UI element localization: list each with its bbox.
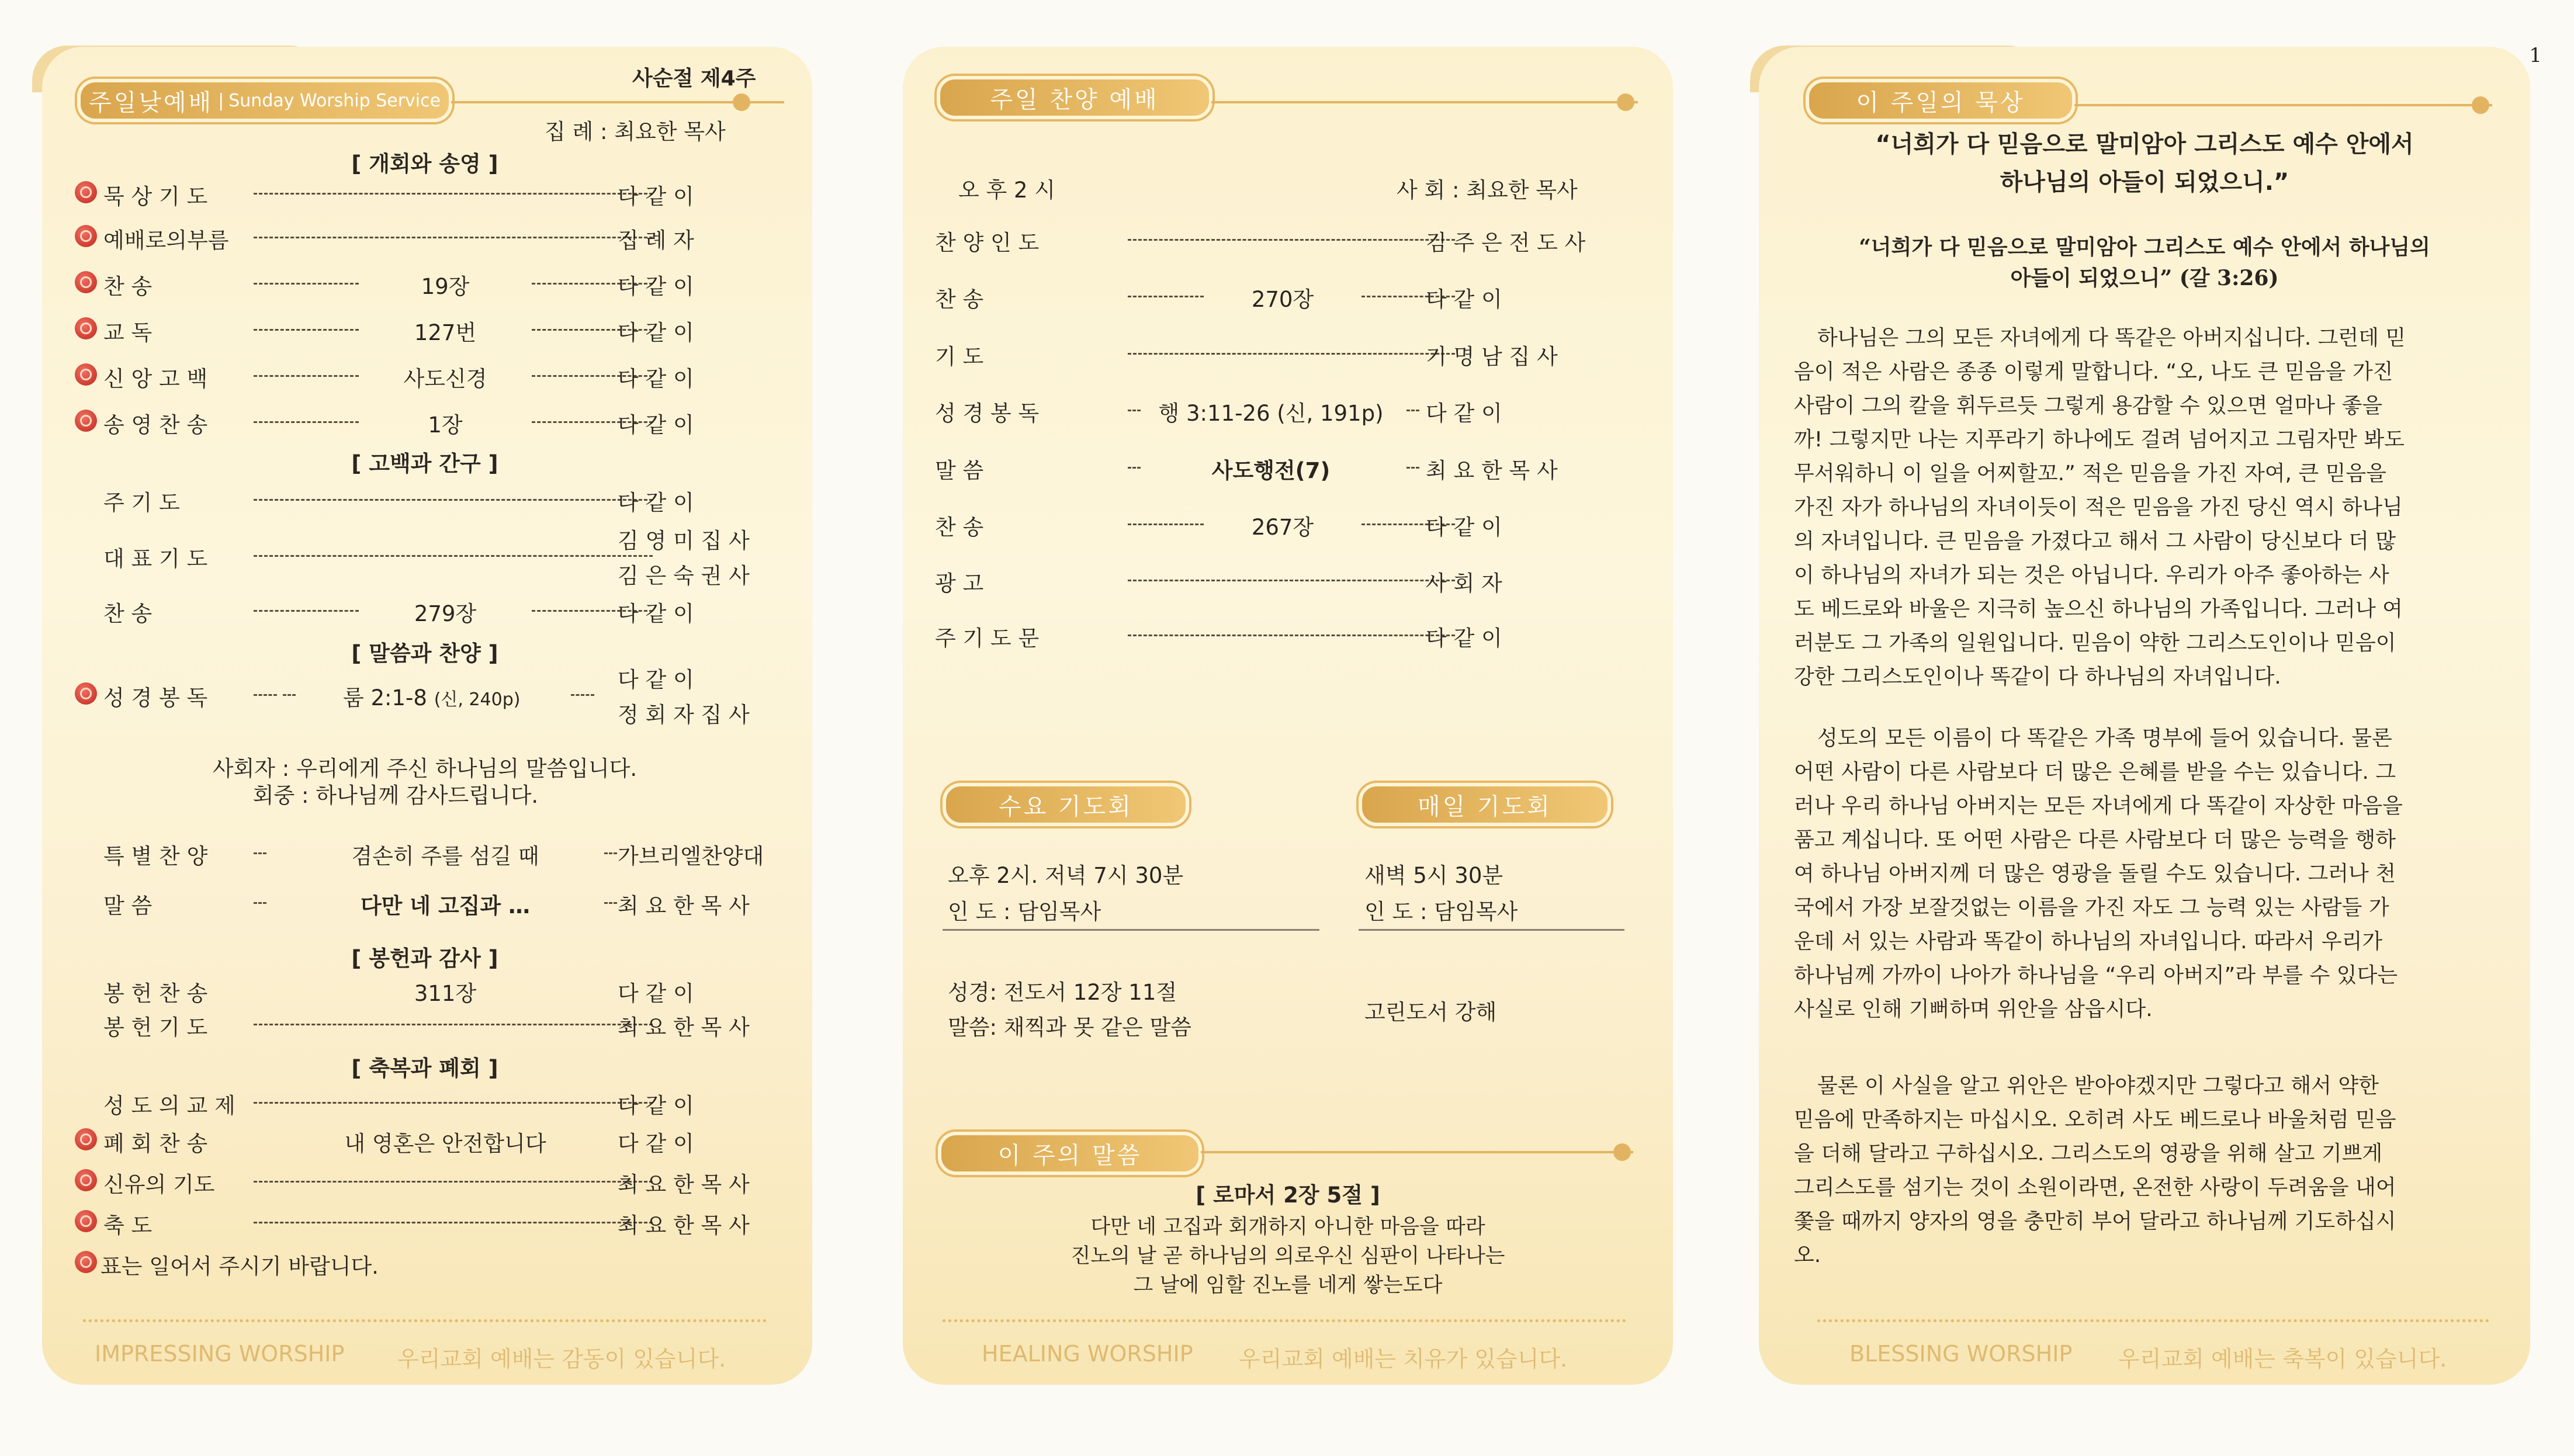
order-item-label: 특 별 찬 양	[103, 844, 208, 869]
order-item-leader-2: 정 회 자 집 사	[618, 702, 750, 727]
paragraph-line: 물론 이 사실을 알고 위안은 받아야겠지만 그렇다고 해서 약한	[1817, 1074, 2379, 1098]
order-item-label: 봉 헌 찬 송	[103, 981, 208, 1006]
paragraph-line: 하나님은 그의 모든 자녀에게 다 똑같은 아버지십니다. 그런데 믿	[1817, 326, 2406, 350]
paragraph-line: 러나 우리 하나님 아버지는 모든 자녀에게 다 똑같이 자상한 마음을	[1794, 794, 2403, 818]
order-item-label: 폐 회 찬 송	[103, 1131, 208, 1156]
dash-leader	[1128, 524, 1204, 525]
daily-text: 고린도서 강해	[1364, 1000, 1497, 1025]
order-item-label: 찬 양 인 도	[935, 230, 1040, 255]
section-heading: [ 말씀과 찬양 ]	[351, 641, 498, 666]
footer-korean: 우리교회 예배는 치유가 있습니다.	[1239, 1346, 1568, 1372]
paragraph-line: 오.	[1794, 1243, 1821, 1267]
order-item-leader: 다 같 이	[618, 981, 694, 1006]
liturgical-response: 회중 : 하나님께 감사드립니다.	[252, 783, 539, 808]
sunday-worship-panel	[42, 47, 812, 1385]
paragraph-line: 하나님께 가까이 나아가 하나님을 “우리 아버지”라 부를 수 있다는	[1794, 963, 2398, 987]
order-item-leader: 최 요 한 목 사	[1426, 458, 1558, 483]
standing-bullet-icon	[75, 682, 97, 705]
order-item-leader: 다 같 이	[618, 366, 694, 391]
section-heading: [ 개회와 송영 ]	[351, 151, 498, 176]
order-item-detail: 내 영혼은 안전합니다	[344, 1131, 546, 1156]
order-item-label: 찬 송	[103, 274, 153, 299]
footer-korean: 우리교회 예배는 축복이 있습니다.	[2118, 1346, 2447, 1372]
paragraph-line: 어떤 사람이 다른 사람보다 더 많은 은혜를 받을 수는 있습니다. 그	[1794, 760, 2396, 784]
daily-prayer-header: 매일 기도회	[1359, 783, 1611, 826]
order-item-detail: 1장	[428, 412, 463, 438]
scripture-line: 다만 네 고집과 회개하지 아니한 마음을 따라	[1090, 1215, 1485, 1239]
wednesday-scripture: 성경: 전도서 12장 11절	[948, 980, 1177, 1005]
order-item-leader: 최 요 한 목 사	[618, 1213, 750, 1238]
order-item-leader: 집 례 자	[618, 228, 694, 253]
key-verse: “너희가 다 믿음으로 말미암아 그리스도 예수 안에서 하나님의	[1859, 235, 2430, 259]
order-item-leader: 가브리엘찬양대	[618, 844, 764, 869]
paragraph-line: 믿음에 만족하지는 마십시오. 오히려 사도 베드로나 바울처럼 믿음	[1794, 1108, 2396, 1132]
dash-leader	[254, 237, 653, 238]
order-item-detail: 19장	[421, 274, 470, 299]
order-item-leader: 다 같 이	[618, 490, 694, 515]
header-rule	[1201, 1151, 1633, 1153]
standing-bullet-icon	[75, 1210, 97, 1232]
order-item-leader-2: 김 은 숙 권 사	[618, 563, 750, 588]
section-heading: [ 고백과 간구 ]	[351, 451, 498, 476]
order-item-leader: 다 같 이	[1426, 287, 1502, 312]
meditation-panel	[1759, 47, 2530, 1385]
scripture-line: 그 날에 임할 진노를 네게 쌓는도다	[1133, 1274, 1443, 1297]
dash-leader	[254, 852, 266, 854]
footer-english: IMPRESSING WORSHIP	[95, 1341, 345, 1367]
header-dot	[2472, 96, 2489, 114]
standing-bullet-icon	[75, 1169, 97, 1191]
dash-leader	[1128, 353, 1455, 355]
header-dot	[733, 93, 750, 111]
order-item-detail: 127번	[414, 320, 477, 345]
dash-leader	[1128, 580, 1455, 581]
order-item-label: 주 기 도	[103, 490, 180, 515]
meditation-paragraph	[1794, 722, 2498, 1027]
wednesday-time: 오후 2시. 저녁 7시 30분	[948, 863, 1184, 888]
meditation-paragraph	[1794, 1069, 2498, 1273]
standing-bullet-icon	[75, 1128, 97, 1150]
dash-leader	[604, 852, 617, 854]
underline	[943, 929, 1319, 931]
order-item-label: 기 도	[935, 344, 984, 369]
footer-divider	[943, 1319, 1626, 1322]
wednesday-sermon: 말씀: 채찍과 못 같은 말씀	[948, 1015, 1191, 1040]
paragraph-line: 음이 적은 사람은 종종 이렇게 말합니다. “오, 나도 큰 믿음을 가진	[1794, 360, 2393, 384]
order-item-label: 묵 상 기 도	[103, 184, 208, 209]
paragraph-line: 을 더해 달라고 구하십시오. 그리스도의 영광을 위해 살고 기쁘게	[1794, 1142, 2383, 1166]
order-item-leader: 다 같 이	[618, 184, 694, 209]
dash-leader	[254, 1102, 653, 1104]
sunday-worship-header	[77, 79, 452, 122]
header-ko: 주일낮예배	[88, 89, 214, 116]
order-item-leader: 다 같 이	[1426, 626, 1502, 651]
paragraph-line: 도 베드로와 바울은 지극히 높으신 하나님의 가족입니다. 그러나 여	[1794, 597, 2403, 621]
dash-leader	[254, 1024, 653, 1025]
sermon-title: 다만 네 고집과 …	[360, 893, 531, 918]
dash-leader	[254, 555, 653, 557]
footer-divider	[1817, 1319, 2489, 1322]
service-host: 사 회 : 최요한 목사	[1397, 178, 1578, 203]
order-item-label: 예배로의부름	[103, 228, 229, 253]
standing-bullet-icon	[75, 363, 97, 386]
paragraph-line: 무서워하니 이 일을 어찌할꼬.” 적은 믿음을 가진 자여, 큰 믿음을	[1794, 462, 2386, 486]
order-item-leader: 다 같 이	[1426, 515, 1502, 540]
order-item-detail: 사도신경	[403, 366, 487, 391]
daily-time: 새벽 5시 30분	[1364, 863, 1503, 888]
scripture-reference: [ 로마서 2장 5절 ]	[1196, 1183, 1380, 1208]
dash-leader	[254, 499, 653, 501]
paragraph-line: 쫓을 때까지 양자의 영을 충만히 부어 달라고 하나님께 기도하십시	[1794, 1209, 2396, 1233]
paragraph-line: 강한 그리스도인이나 똑같이 다 하나님의 자녀입니다.	[1794, 665, 2281, 689]
order-item-label: 대 표 기 도	[103, 546, 208, 571]
standing-bullet-icon	[75, 225, 97, 247]
dash-leader	[254, 375, 359, 377]
dash-leader	[254, 902, 266, 904]
order-item-detail: 행 3:11-26 (신, 191p)	[1158, 401, 1384, 426]
officiant: 집 례 : 최요한 목사	[545, 119, 726, 144]
order-item-leader: 김 영 미 집 사	[618, 528, 750, 553]
standing-bullet-icon	[75, 410, 97, 432]
paragraph-line: 운데 서 있는 사람과 똑같이 하나님의 자녀입니다. 따라서 우리가	[1794, 930, 2383, 954]
scripture-line: 진노의 날 곧 하나님의 의로우신 심판이 나타나는	[1071, 1244, 1505, 1268]
daily-leader: 인 도 : 담임목사	[1364, 899, 1518, 924]
order-item-detail: 룸 2:1-8 (신, 240p)	[343, 685, 521, 710]
order-item-label: 말 씀	[935, 458, 984, 483]
header-dot	[1617, 93, 1634, 111]
section-heading: [ 축복과 폐회 ]	[351, 1056, 498, 1081]
order-item-label: 성 경 봉 독	[103, 685, 208, 710]
dash-leader	[1128, 635, 1455, 636]
order-item-leader: 다 같 이	[1426, 401, 1502, 426]
dash-leader	[1406, 467, 1419, 469]
underline	[1359, 929, 1624, 931]
section-heading: [ 봉헌과 감사 ]	[351, 946, 498, 971]
meditation-header: 이 주일의 묵상	[1806, 79, 2076, 122]
order-item-leader: 사 회 자	[1426, 571, 1502, 596]
order-item-leader: 다 같 이	[618, 1131, 694, 1156]
order-item-label: 찬 송	[935, 515, 984, 540]
dash-leader	[571, 694, 594, 696]
paragraph-line: 여 하나님 아버지께 더 많은 영광을 돌릴 수도 있습니다. 그러나 천	[1794, 862, 2396, 886]
order-item-leader: 최 요 한 목 사	[618, 1172, 750, 1197]
order-item-leader: 다 같 이	[618, 601, 694, 626]
order-item-detail: 270장	[1251, 287, 1314, 312]
footer-english: BLESSING WORSHIP	[1849, 1341, 2073, 1367]
footer-divider	[83, 1319, 767, 1322]
order-item-label: 축 도	[103, 1213, 153, 1238]
dash-leader	[254, 610, 359, 612]
paragraph-line: 국에서 가장 보잘것없는 이름을 가진 자도 그 능력 있는 사람들 가	[1794, 896, 2389, 920]
afternoon-praise-panel	[903, 47, 1673, 1385]
order-item-label: 봉 헌 기 도	[103, 1015, 208, 1040]
header-en: Sunday Worship Service	[228, 90, 441, 111]
standing-bullet-icon	[75, 271, 97, 293]
order-item-label: 교 독	[103, 320, 153, 345]
footer-korean: 우리교회 예배는 감동이 있습니다.	[397, 1346, 726, 1372]
paragraph-line: 그리스도를 섬기는 것이 소원이라면, 온전한 사랑이 두려움을 내어	[1794, 1176, 2396, 1200]
order-item-label: 송 영 찬 송	[103, 412, 208, 438]
dash-leader	[254, 193, 653, 195]
dash-leader	[1406, 410, 1419, 411]
standing-bullet-icon	[75, 317, 97, 339]
header-rule	[2074, 104, 2492, 106]
standing-bullet-icon	[75, 181, 97, 203]
dash-leader	[1128, 239, 1455, 241]
order-item-leader: 다 같 이	[618, 320, 694, 345]
dash-leader	[254, 283, 359, 285]
order-item-label: 성 도 의 교 제	[103, 1093, 235, 1118]
dash-leader	[1128, 296, 1204, 297]
season-label: 사순절 제4주	[632, 67, 756, 91]
paragraph-line: 품고 계십니다. 또 어떤 사람은 다른 사람보다 더 많은 능력을 행하	[1794, 828, 2396, 852]
service-time: 오 후 2 시	[958, 178, 1056, 203]
wednesday-prayer-header: 수요 기도회	[943, 783, 1189, 826]
standing-bullet-icon	[75, 1251, 97, 1273]
page-number: 1	[2529, 44, 2542, 67]
wednesday-leader: 인 도 : 담임목사	[948, 899, 1101, 924]
order-item-label: 광 고	[935, 571, 984, 596]
order-item-label: 찬 송	[103, 601, 153, 626]
order-item-leader: 최 요 한 목 사	[618, 893, 750, 918]
order-item-leader: 최 요 한 목 사	[618, 1015, 750, 1040]
order-item-leader: 다 같 이	[618, 667, 694, 692]
dash-leader	[254, 329, 359, 331]
header-dot	[1613, 1143, 1631, 1161]
order-item-label: 신 앙 고 백	[103, 366, 208, 391]
header-rule	[1211, 101, 1638, 103]
dash-leader	[604, 902, 617, 904]
order-item-leader: 다 같 이	[618, 1093, 694, 1118]
order-item-leader: 다 같 이	[618, 274, 694, 299]
paragraph-line: 이 하나님의 자녀가 되는 것은 아닙니다. 우리가 아주 좋아하는 사	[1794, 563, 2389, 587]
order-item-leader: 다 같 이	[618, 412, 694, 438]
order-item-label: 성 경 봉 독	[935, 401, 1040, 426]
meditation-title: “너희가 다 믿음으로 말미암아 그리스도 예수 안에서	[1875, 131, 2414, 158]
praise-header: 주일 찬양 예배	[937, 76, 1212, 119]
paragraph-line: 성도의 모든 이름이 다 똑같은 가족 명부에 들어 있습니다. 물론	[1817, 726, 2392, 750]
paragraph-line: 가진 자가 하나님의 자녀이듯이 적은 믿음을 가진 당신 역시 하나님	[1794, 495, 2403, 519]
dash-leader	[254, 694, 277, 696]
dash-leader	[254, 421, 359, 423]
word-header: 이 주의 말씀	[938, 1132, 1202, 1175]
order-item-detail: 279장	[414, 601, 477, 626]
key-verse: 아들이 되었으니” (갈 3:26)	[2010, 266, 2279, 290]
order-item-detail: 267장	[1251, 515, 1314, 540]
order-item-detail: 311장	[414, 981, 477, 1006]
paragraph-line: 러분도 그 가족의 일원입니다. 믿음이 약한 그리스도인이나 믿음이	[1794, 631, 2396, 655]
dash-leader	[254, 1222, 653, 1223]
order-item-leader: 기 명 남 집 사	[1426, 344, 1558, 369]
paragraph-line: 의 자녀입니다. 큰 믿음을 가졌다고 해서 그 사람이 당신보다 더 많	[1794, 529, 2396, 553]
sermon-title: 사도행전(7)	[1211, 458, 1331, 483]
paragraph-line: 사실로 인해 기뻐하며 위안을 삼읍시다.	[1794, 997, 2153, 1021]
dash-leader	[283, 694, 296, 696]
order-item-label: 주 기 도 문	[935, 626, 1040, 651]
order-item-leader: 김 주 은 전 도 사	[1426, 230, 1586, 255]
footer-english: HEALING WORSHIP	[982, 1341, 1193, 1367]
meditation-title: 하나님의 아들이 되었으니.”	[2000, 169, 2289, 196]
header-separator: |	[218, 90, 224, 111]
order-item-detail: 겸손히 주를 섬길 때	[351, 844, 539, 869]
paragraph-line: 까! 그렇지만 나는 지푸라기 하나에도 걸려 넘어지고 그림자만 봐도	[1794, 428, 2405, 452]
dash-leader	[1128, 410, 1141, 411]
order-item-label: 찬 송	[935, 287, 984, 312]
dash-leader	[254, 1181, 653, 1183]
liturgical-response: 사회자 : 우리에게 주신 하나님의 말씀입니다.	[212, 756, 638, 781]
meditation-paragraph	[1794, 321, 2498, 694]
paragraph-line: 사람이 그의 칼을 휘두르듯 그렇게 용감할 수 있으면 얼마나 좋을	[1794, 394, 2383, 418]
order-item-label: 신유의 기도	[103, 1172, 215, 1197]
dash-leader	[1128, 467, 1141, 469]
standing-note: 표는 일어서 주시기 바랍니다.	[101, 1254, 379, 1279]
order-item-label: 말 씀	[103, 893, 153, 918]
